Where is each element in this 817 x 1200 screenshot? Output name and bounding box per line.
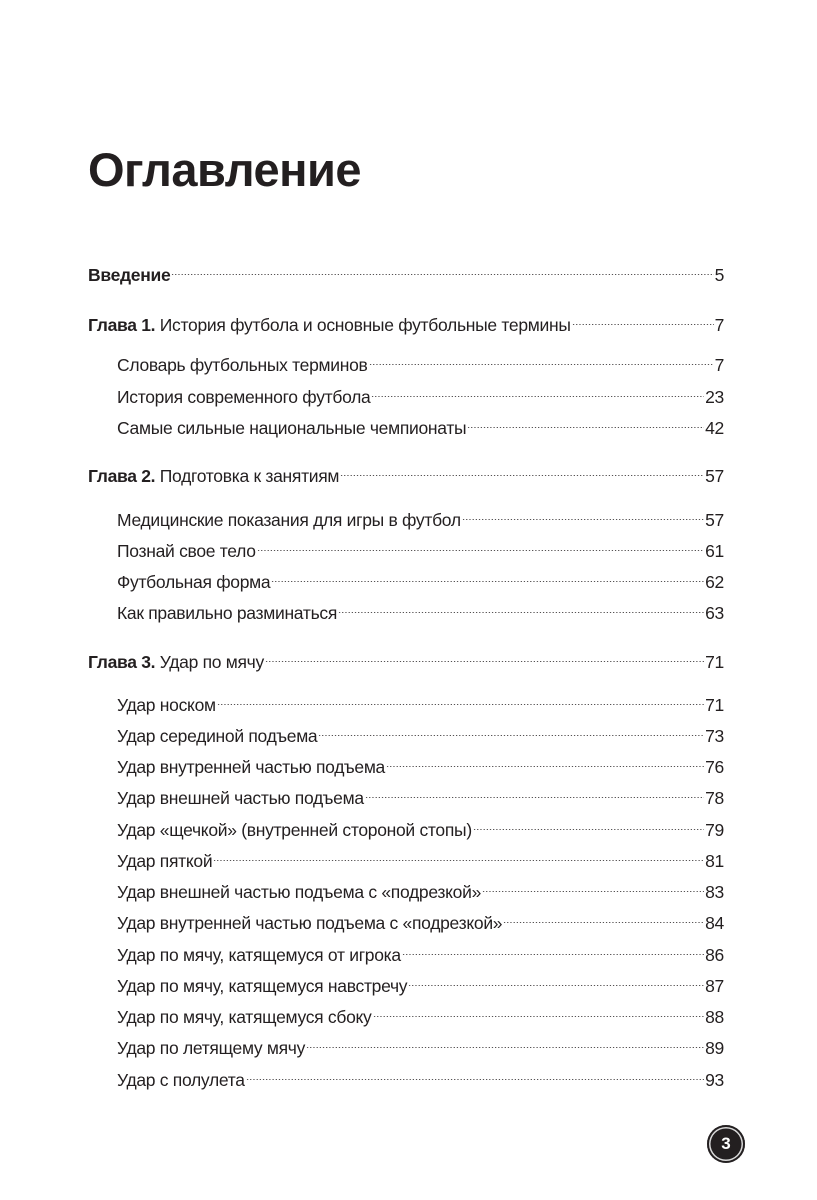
dot-leader bbox=[338, 595, 704, 619]
toc-entry[interactable] bbox=[117, 968, 724, 996]
toc-entry[interactable] bbox=[117, 1062, 724, 1090]
toc-entry[interactable] bbox=[117, 780, 724, 808]
toc-entry-label: Удар по летящему мячу bbox=[117, 1038, 306, 1058]
dot-leader bbox=[386, 749, 704, 773]
toc-entry-label: Удар по мячу, катящемуся сбоку bbox=[117, 1007, 372, 1027]
toc-entry-page: 57 bbox=[705, 510, 724, 530]
toc-entry-page: 83 bbox=[705, 882, 724, 902]
toc-entry-chapter-2[interactable] bbox=[88, 458, 724, 486]
toc-entry-chapter-1[interactable] bbox=[88, 307, 724, 335]
toc-entry-chapter-3[interactable] bbox=[88, 644, 724, 672]
dot-leader bbox=[572, 307, 714, 331]
dot-leader bbox=[340, 458, 704, 482]
toc-entry[interactable] bbox=[117, 999, 724, 1027]
dot-leader bbox=[462, 502, 704, 526]
toc-entry-page: 79 bbox=[705, 820, 724, 840]
toc-entry[interactable] bbox=[117, 347, 724, 375]
toc-entry[interactable] bbox=[117, 843, 724, 871]
toc-entry-label: Удар серединой подъема bbox=[117, 726, 318, 746]
toc-entry-page: 88 bbox=[705, 1007, 724, 1027]
toc-entry-page: 7 bbox=[714, 355, 724, 375]
dot-leader bbox=[503, 905, 704, 929]
toc-entry[interactable] bbox=[117, 749, 724, 777]
dot-leader bbox=[371, 379, 704, 403]
toc-entry-prefix: Глава 2. bbox=[88, 466, 156, 486]
toc-entry-page: 76 bbox=[705, 757, 724, 777]
dot-leader bbox=[171, 257, 713, 281]
toc-entry-label: Как правильно разминаться bbox=[117, 603, 338, 623]
toc-entry-introduction[interactable] bbox=[88, 257, 724, 285]
dot-leader bbox=[373, 999, 705, 1023]
dot-leader bbox=[217, 687, 704, 711]
toc-entry-label: Познай свое тело bbox=[117, 541, 256, 561]
toc-entry-page: 7 bbox=[714, 315, 724, 335]
dot-leader bbox=[306, 1030, 704, 1054]
toc-entry-label: История современного футбола bbox=[117, 387, 371, 407]
toc-entry-label: Удар «щечкой» (внутренней стороной стопы) bbox=[117, 820, 472, 840]
toc-entry-page: 93 bbox=[705, 1070, 724, 1090]
toc-entry-label: Словарь футбольных терминов bbox=[117, 355, 368, 375]
dot-leader bbox=[213, 843, 704, 867]
dot-leader bbox=[473, 812, 704, 836]
toc-entry-page: 23 bbox=[705, 387, 724, 407]
toc-entry-page: 73 bbox=[705, 726, 724, 746]
page-number: 3 bbox=[721, 1134, 731, 1153]
page-number-badge bbox=[707, 1125, 745, 1163]
toc-entry[interactable] bbox=[117, 379, 724, 407]
toc-entry[interactable] bbox=[117, 905, 724, 933]
page-title: Оглавление bbox=[88, 143, 362, 196]
toc-entry-page: 81 bbox=[705, 851, 724, 871]
toc-entry-prefix: Введение bbox=[88, 265, 171, 285]
toc-entry-label: Самые сильные национальные чемпионаты bbox=[117, 418, 467, 438]
toc-entry[interactable] bbox=[117, 410, 724, 438]
dot-leader bbox=[318, 718, 704, 742]
toc-entry[interactable] bbox=[117, 502, 724, 530]
toc-entry-label bbox=[88, 263, 170, 287]
toc-entry-page: 78 bbox=[705, 788, 724, 808]
dot-leader bbox=[467, 410, 704, 434]
toc-entry[interactable] bbox=[117, 533, 724, 561]
toc-entry-label: Глава 1. История футбола и основные футбольные термины bbox=[88, 315, 571, 335]
toc-entry-page: 89 bbox=[705, 1038, 724, 1058]
toc-entry[interactable] bbox=[117, 595, 724, 623]
toc-entry-page: 63 bbox=[705, 603, 724, 623]
toc-entry-label: Глава 3. Удар по мячу bbox=[88, 652, 264, 672]
toc-entry-label: Футбольная форма bbox=[117, 572, 271, 592]
toc-entry-label: Удар по мячу, катящемуся от игрока bbox=[117, 945, 401, 965]
toc-entry-label: Удар пяткой bbox=[117, 851, 213, 871]
toc-entry-label: Удар с полулета bbox=[117, 1070, 245, 1090]
toc-entry-page: 62 bbox=[705, 572, 724, 592]
dot-leader bbox=[265, 644, 704, 668]
toc-entry-page: 86 bbox=[705, 945, 724, 965]
toc-entry-label: Удар внешней частью подъема bbox=[117, 788, 364, 808]
toc-entry-page: 61 bbox=[705, 541, 724, 561]
toc-entry[interactable] bbox=[117, 1030, 724, 1058]
dot-leader bbox=[257, 533, 704, 557]
toc-entry[interactable] bbox=[117, 937, 724, 965]
toc-entry-prefix: Глава 3. bbox=[88, 652, 156, 672]
dot-leader bbox=[271, 564, 704, 588]
toc-entry-page: 84 bbox=[705, 913, 724, 933]
dot-leader bbox=[482, 874, 704, 898]
toc-entry-label: Удар носком bbox=[117, 695, 216, 715]
dot-leader bbox=[402, 937, 704, 961]
toc-entry-page: 87 bbox=[705, 976, 724, 996]
toc-entry-page: 5 bbox=[714, 265, 724, 285]
toc-entry[interactable] bbox=[117, 718, 724, 746]
dot-leader bbox=[365, 780, 704, 804]
toc-entry-page: 42 bbox=[705, 418, 724, 438]
toc-entry[interactable] bbox=[117, 564, 724, 592]
toc-entry-label: Удар по мячу, катящемуся навстречу bbox=[117, 976, 408, 996]
toc-entry-label: Удар внутренней частью подъема с «подрезкой» bbox=[117, 913, 503, 933]
toc-entry[interactable] bbox=[117, 874, 724, 902]
toc-entry-label: Медицинские показания для игры в футбол bbox=[117, 510, 461, 530]
toc-entry-label: Удар внутренней частью подъема bbox=[117, 757, 385, 777]
toc-entry-page: 71 bbox=[705, 695, 724, 715]
toc-entry-page: 57 bbox=[705, 466, 724, 486]
toc-entry[interactable] bbox=[117, 687, 724, 715]
dot-leader bbox=[369, 347, 714, 371]
toc-entry[interactable] bbox=[117, 812, 724, 840]
toc-entry-prefix: Глава 1. bbox=[88, 315, 156, 335]
toc-entry-label: Удар внешней частью подъема с «подрезкой» bbox=[117, 882, 482, 902]
dot-leader bbox=[408, 968, 704, 992]
toc-entry-page: 71 bbox=[705, 652, 724, 672]
toc-entry-label: Глава 2. Подготовка к занятиям bbox=[88, 466, 340, 486]
dot-leader bbox=[246, 1062, 704, 1086]
